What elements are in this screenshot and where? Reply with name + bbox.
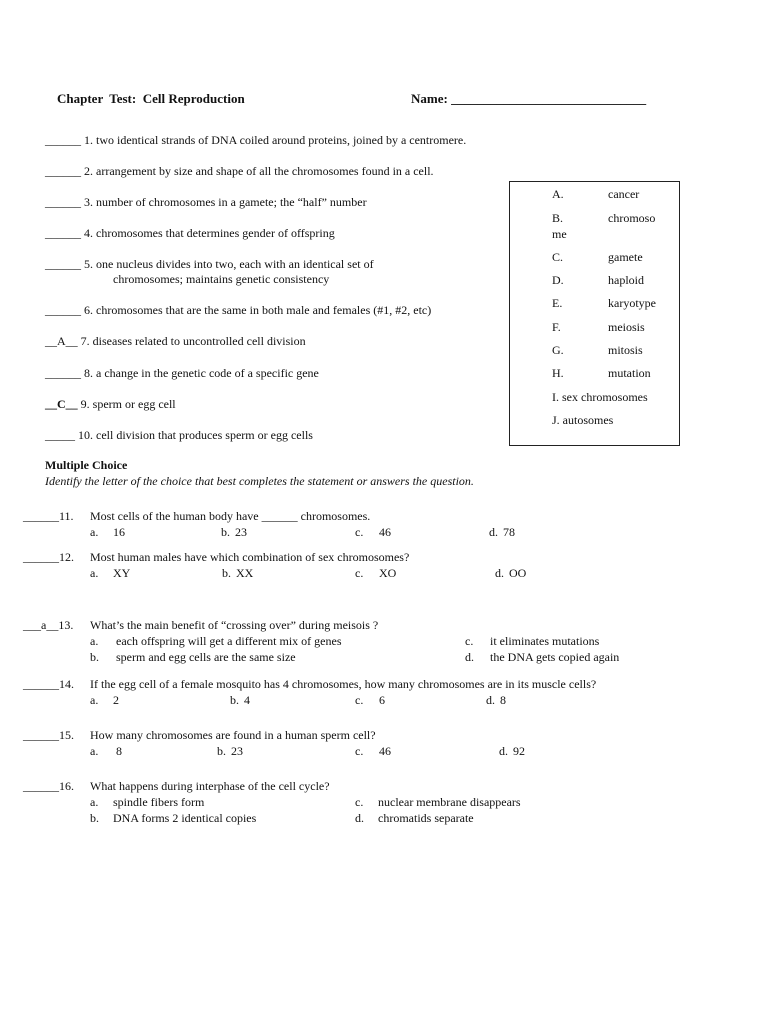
choice-a-label: a. (90, 566, 99, 580)
choice-c-label: c. (355, 693, 364, 707)
matching-item-4[interactable]: ______ 4. chromosomes that determines gender of offspring (45, 226, 335, 240)
item-text: 9. sperm or egg cell (77, 397, 176, 411)
choice-d-label: d. (489, 525, 498, 539)
choice-d-label: d. (499, 744, 508, 758)
answer-blank-12[interactable]: ______12. (23, 550, 74, 564)
choice-c[interactable]: nuclear membrane disappears (378, 795, 521, 809)
choice-c[interactable]: 6 (379, 693, 385, 707)
choice-c-label: c. (355, 744, 364, 758)
word-bank-letter: B. (552, 211, 564, 225)
choice-b[interactable]: 4 (244, 693, 250, 707)
choice-a-label: a. (90, 795, 99, 809)
choice-c-label: c. (355, 525, 364, 539)
choice-a[interactable]: each offspring will get a different mix of genes (116, 634, 342, 648)
matching-item-5-continued: chromosomes; maintains genetic consistency (113, 272, 330, 286)
choice-b-label: b. (90, 811, 99, 825)
choice-a-label: a. (90, 693, 99, 707)
matching-item-2[interactable]: ______ 2. arrangement by size and shape of all the chromosomes found in a cell. (45, 164, 434, 178)
item-text: 7. diseases related to uncontrolled cell division (77, 334, 306, 348)
word-bank-letter: A. (552, 187, 564, 201)
answer-blank-16[interactable]: ______16. (23, 779, 74, 793)
choice-c[interactable]: it eliminates mutations (490, 634, 600, 648)
word-bank-word: gamete (608, 250, 643, 264)
matching-item-5[interactable]: ______ 5. one nucleus divides into two, each with an identical set of (45, 257, 374, 271)
choice-d[interactable]: 8 (500, 693, 506, 707)
choice-b[interactable]: DNA forms 2 identical copies (113, 811, 257, 825)
word-bank (509, 181, 680, 446)
word-bank-letter: C. (552, 250, 564, 264)
choice-b-label: b. (217, 744, 226, 758)
choice-a[interactable]: 8 (116, 744, 122, 758)
choice-a[interactable]: 16 (113, 525, 125, 539)
choice-d[interactable]: chromatids separate (378, 811, 474, 825)
word-bank-word: meiosis (608, 320, 645, 334)
choice-d[interactable]: 78 (503, 525, 515, 539)
answer-blank-11[interactable]: ______11. (23, 509, 74, 523)
name-field[interactable]: Name: ______________________________ (411, 91, 647, 106)
word-bank-word: cancer (608, 187, 640, 201)
word-bank-letter: G. (552, 343, 564, 357)
choice-c-label: c. (465, 634, 474, 648)
question-12-stem: Most human males have which combination of sex chromosomes? (90, 550, 410, 564)
question-13-stem: What’s the main benefit of “crossing over” during meisois ? (90, 618, 379, 632)
choice-c-label: c. (355, 566, 364, 580)
word-bank-letter: F. (552, 320, 561, 334)
question-15-stem: How many chromosomes are found in a human sperm cell? (90, 728, 376, 742)
choice-a[interactable]: spindle fibers form (113, 795, 205, 809)
matching-item-10[interactable]: _____ 10. cell division that produces sperm or egg cells (45, 428, 313, 442)
question-16-stem: What happens during interphase of the cell cycle? (90, 779, 330, 793)
answer-blank-13[interactable]: ___a__13. (23, 618, 74, 632)
choice-a[interactable]: XY (113, 566, 131, 580)
section-instruction: Identify the letter of the choice that best completes the statement or answers the question. (45, 474, 474, 488)
word-bank-word: I. sex chromosomes (552, 390, 648, 404)
choice-d-label: d. (355, 811, 364, 825)
answer-blank[interactable]: __C__ (45, 397, 78, 411)
choice-d-label: d. (486, 693, 495, 707)
word-bank-letter: E. (552, 296, 563, 310)
choice-d[interactable]: the DNA gets copied again (490, 650, 620, 664)
choice-a[interactable]: 2 (113, 693, 119, 707)
matching-item-1[interactable]: ______ 1. two identical strands of DNA coiled around proteins, joined by a centromere. (45, 133, 467, 147)
page-title: Chapter Test: Cell Reproduction (57, 91, 245, 106)
matching-item-7[interactable] (45, 334, 306, 348)
word-bank-letter: D. (552, 273, 564, 287)
choice-b-label: b. (221, 525, 230, 539)
word-bank-word: J. autosomes (552, 413, 614, 427)
choice-c-label: c. (355, 795, 364, 809)
word-bank-word: chromoso (608, 211, 656, 225)
section-heading: Multiple Choice (45, 458, 128, 472)
choice-c[interactable]: XO (379, 566, 397, 580)
answer-blank-14[interactable]: ______14. (23, 677, 74, 691)
word-bank-word: mutation (608, 366, 651, 380)
question-11-stem: Most cells of the human body have ______ chromosomes. (90, 509, 371, 523)
choice-b-label: b. (230, 693, 239, 707)
matching-item-8[interactable]: ______ 8. a change in the genetic code of a specific gene (45, 366, 319, 380)
word-bank-word: haploid (608, 273, 644, 287)
matching-item-3[interactable]: ______ 3. number of chromosomes in a gamete; the “half” number (45, 195, 367, 209)
word-bank-letter: H. (552, 366, 564, 380)
choice-b-label: b. (222, 566, 231, 580)
choice-a-label: a. (90, 744, 99, 758)
choice-b-label: b. (90, 650, 99, 664)
choice-b[interactable]: 23 (231, 744, 243, 758)
word-bank-word-wrap: me (552, 227, 567, 241)
matching-item-9[interactable] (45, 397, 176, 411)
choice-a-label: a. (90, 634, 99, 648)
matching-item-6[interactable]: ______ 6. chromosomes that are the same in both male and females (#1, #2, etc) (45, 303, 432, 317)
choice-b[interactable]: 23 (235, 525, 247, 539)
choice-a-label: a. (90, 525, 99, 539)
choice-c[interactable]: 46 (379, 525, 391, 539)
choice-b[interactable]: XX (236, 566, 254, 580)
word-bank-word: mitosis (608, 343, 643, 357)
question-14-stem: If the egg cell of a female mosquito has 4 chromosomes, how many chromosomes are in its muscle cells? (90, 677, 597, 691)
word-bank-word: karyotype (608, 296, 656, 310)
answer-blank-15[interactable]: ______15. (23, 728, 74, 742)
choice-b[interactable]: sperm and egg cells are the same size (116, 650, 296, 664)
answer-blank[interactable]: __A__ (45, 334, 78, 348)
choice-d-label: d. (465, 650, 474, 664)
choice-d[interactable]: 92 (513, 744, 525, 758)
choice-d[interactable]: OO (509, 566, 527, 580)
choice-c[interactable]: 46 (379, 744, 391, 758)
choice-d-label: d. (495, 566, 504, 580)
